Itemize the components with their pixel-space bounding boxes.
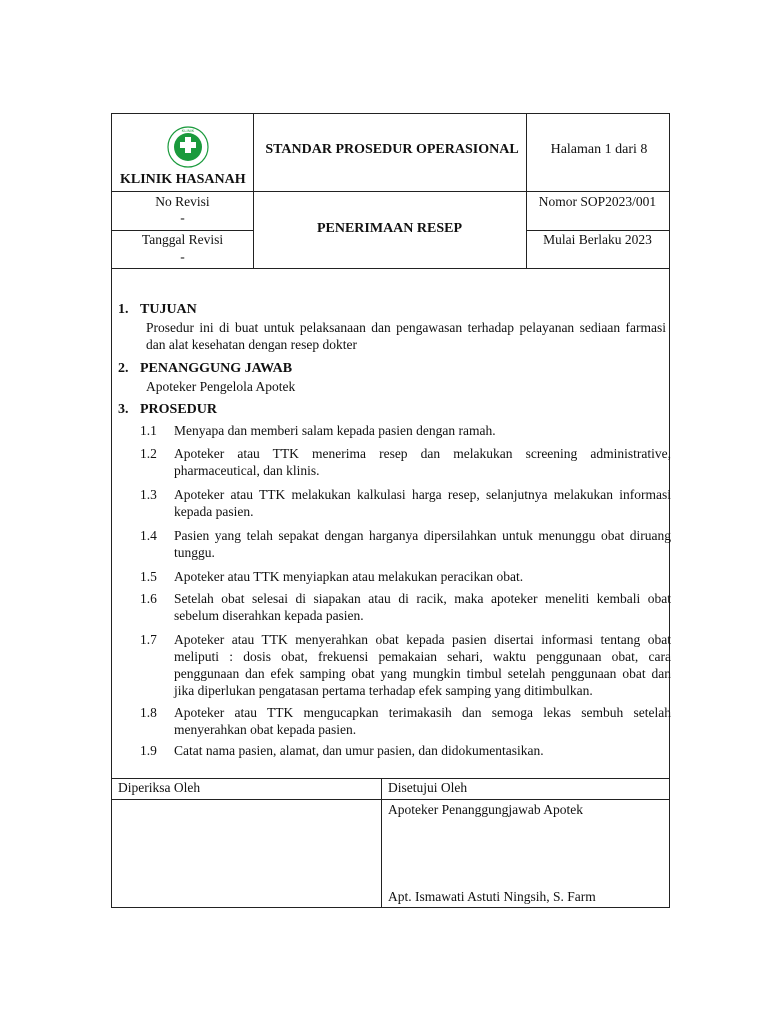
section-responsible (118, 360, 666, 395)
step-line: tunggu. (174, 545, 215, 560)
procedure-title: PENERIMAAN RESEP (316, 221, 463, 236)
section-purpose (118, 301, 666, 353)
step-text (174, 422, 671, 439)
step-line: Setelah obat selesai di siapakan atau di racik, maka apoteker meneliti kembali obat (174, 591, 671, 606)
section-body: Apoteker Pengelola Apotek (146, 379, 296, 394)
approver-role: Apoteker Penanggungjawab Apotek (388, 802, 583, 817)
header-divider (112, 230, 253, 231)
step-line: jika diperlukan pengatasan pertama terhadap efek samping yang ditimbulkan. (174, 683, 593, 698)
approved-by-label: Disetujui Oleh (388, 780, 468, 795)
step-line: menyerahkan obat kepada pasien. (174, 722, 357, 737)
step-line: meliputi : dosis obat, frekuensi pemakaian sehari, waktu penggunaan obat, cara (174, 649, 671, 664)
section-number: 1. (118, 302, 129, 317)
step-text (174, 631, 671, 699)
step-number: 1.1 (140, 423, 157, 438)
revision-date-label: Tanggal Revisi (141, 232, 224, 247)
sop-document (111, 113, 670, 908)
effective-date: Mulai Berlaku 2023 (543, 232, 652, 247)
revision-value: - (180, 210, 185, 225)
step-text (174, 486, 671, 520)
step-line: Apoteker atau TTK mengucapkan terimakasih dan semoga lekas sembuh setelah (174, 705, 671, 720)
header-divider (112, 268, 669, 269)
checked-by-label: Diperiksa Oleh (118, 780, 201, 795)
step-line: Apoteker atau TTK menerima resep dan melakukan screening administrative, (174, 446, 671, 461)
step-text (174, 527, 671, 561)
section-title: PENANGGUNG JAWAB (140, 361, 293, 376)
section-body: dan alat kesehatan dengan resep dokter (146, 337, 358, 352)
step-text (174, 704, 671, 738)
step-line: pharmaceutical, dan klinis. (174, 463, 320, 478)
clinic-name: KLINIK HASANAH (120, 172, 246, 187)
step-line: Apoteker atau TTK menyerahkan obat kepada pasien disertai informasi tentang obat (174, 632, 671, 647)
section-body: Prosedur ini di buat untuk pelaksanaan dan pengawasan terhadap pelayanan sediaan farmasi (146, 320, 666, 335)
header-divider (526, 230, 669, 231)
header-divider (112, 191, 669, 192)
revision-label: No Revisi (155, 194, 210, 209)
step-number: 1.2 (140, 446, 157, 461)
section-procedure (118, 401, 666, 419)
step-text (174, 445, 671, 479)
sop-number: Nomor SOP2023/001 (538, 194, 657, 209)
page-number: Halaman 1 dari 8 (550, 142, 648, 157)
step-line: Catat nama pasien, alamat, dan umur pasien, dan didokumentasikan. (174, 743, 544, 758)
section-number: 2. (118, 361, 129, 376)
step-text (174, 590, 671, 624)
clinic-logo-icon (167, 126, 209, 168)
step-line: Apoteker atau TTK melakukan kalkulasi harga resep, selanjutnya melakukan informasi (174, 487, 671, 502)
section-number: 3. (118, 402, 129, 417)
footer-divider (112, 778, 669, 779)
section-title: PROSEDUR (140, 402, 218, 417)
svg-text:KLINIK: KLINIK (181, 128, 195, 133)
step-line: penggunaan dan efek samping obat yang mungkin timbul setelah penggunaan obat dan (174, 666, 671, 681)
step-line: kepada pasien. (174, 504, 254, 519)
step-line: Pasien yang telah sepakat dengan harganya dipersilahkan untuk menunggu obat diruang (174, 528, 671, 543)
step-number: 1.8 (140, 705, 157, 720)
step-line: sebelum diserahkan kepada pasien. (174, 608, 364, 623)
revision-date-value: - (180, 249, 185, 264)
step-number: 1.5 (140, 569, 157, 584)
step-number: 1.6 (140, 591, 157, 606)
step-number: 1.9 (140, 743, 157, 758)
footer-divider (381, 778, 382, 907)
section-title: TUJUAN (140, 302, 197, 317)
step-number: 1.3 (140, 487, 157, 502)
step-text (174, 568, 671, 585)
document-type-title: STANDAR PROSEDUR OPERASIONAL (265, 142, 519, 157)
step-line: Apoteker atau TTK menyiapkan atau melakukan peracikan obat. (174, 569, 524, 584)
step-line: Menyapa dan memberi salam kepada pasien dengan ramah. (174, 423, 496, 438)
step-text (174, 742, 671, 759)
step-number: 1.7 (140, 632, 157, 647)
footer-divider (112, 799, 669, 800)
step-number: 1.4 (140, 528, 157, 543)
approver-name: Apt. Ismawati Astuti Ningsih, S. Farm (388, 889, 596, 904)
